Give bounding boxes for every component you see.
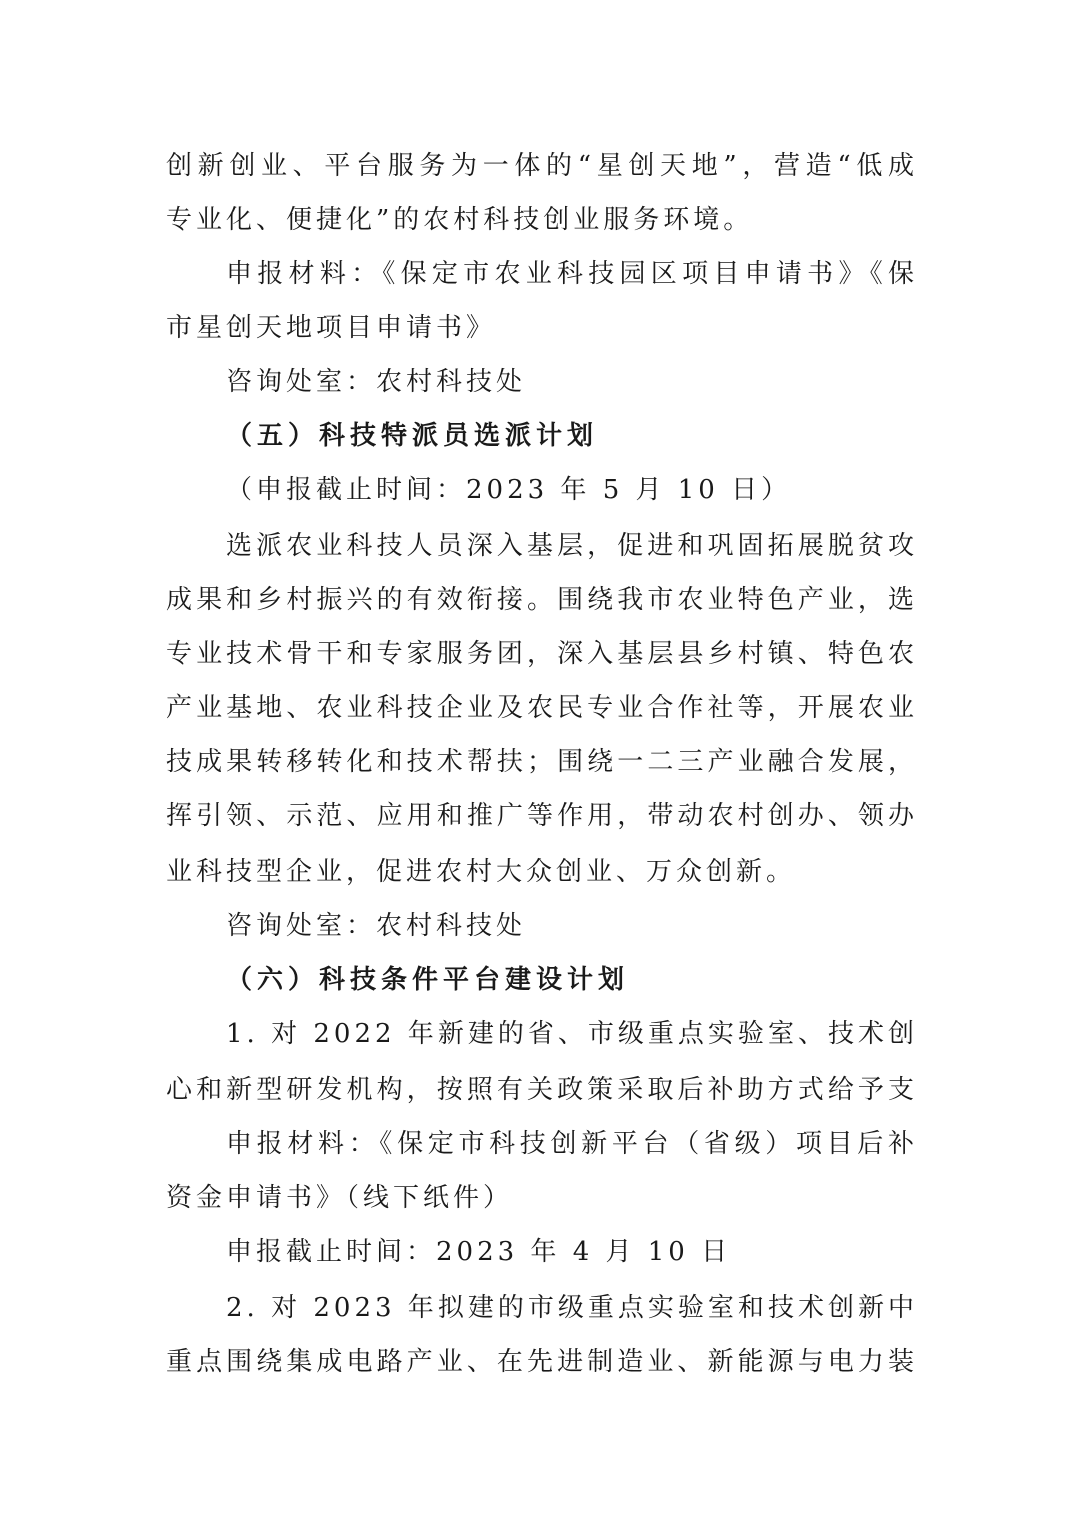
text-line: 成果和乡村振兴的有效衔接。围绕我市农业特色产业，选	[166, 585, 918, 615]
text-line: 咨询处室：农村科技处	[226, 367, 527, 397]
text-line: 选派农业科技人员深入基层，促进和巩固拓展脱贫攻	[226, 531, 918, 561]
text-line: 心和新型研发机构，按照有关政策采取后补助方式给予支	[166, 1075, 918, 1105]
text-line: 资金申请书》（线下纸件）	[166, 1183, 514, 1213]
text-line: 申报材料：《保定市农业科技园区项目申请书》《保	[226, 259, 918, 289]
text-line: 重点围绕集成电路产业、在先进制造业、新能源与电力装	[166, 1347, 918, 1377]
text-line: 申报截止时间：2023 年 4 月 10 日	[226, 1237, 732, 1267]
text-line: 业科技型企业，促进农村大众创业、万众创新。	[166, 857, 797, 887]
text-line: 专业技术骨干和专家服务团，深入基层县乡村镇、特色农	[166, 639, 918, 669]
section-heading: （五）科技特派员选派计划	[226, 421, 599, 451]
text-line: 专业化、便捷化”的农村科技创业服务环境。	[166, 205, 754, 235]
text-line: 产业基地、农业科技企业及农民专业合作社等，开展农业	[166, 693, 918, 723]
text-line: 挥引领、示范、应用和推广等作用，带动农村创办、领办	[166, 801, 918, 831]
section-heading: （六）科技条件平台建设计划	[226, 965, 630, 995]
text-line: 创新创业、平台服务为一体的“星创天地”，营造“低成	[166, 151, 918, 181]
text-line: （申报截止时间：2023 年 5 月 10 日）	[226, 475, 792, 505]
text-line: 咨询处室：农村科技处	[226, 911, 527, 941]
text-line: 2. 对 2023 年拟建的市级重点实验室和技术创新中	[226, 1293, 918, 1323]
text-line: 1. 对 2022 年新建的省、市级重点实验室、技术创	[226, 1019, 918, 1049]
text-line: 市星创天地项目申请书》	[166, 313, 497, 343]
text-line: 技成果转移转化和技术帮扶；围绕一二三产业融合发展，	[166, 747, 918, 777]
text-line: 申报材料：《保定市科技创新平台（省级）项目后补	[226, 1129, 918, 1159]
